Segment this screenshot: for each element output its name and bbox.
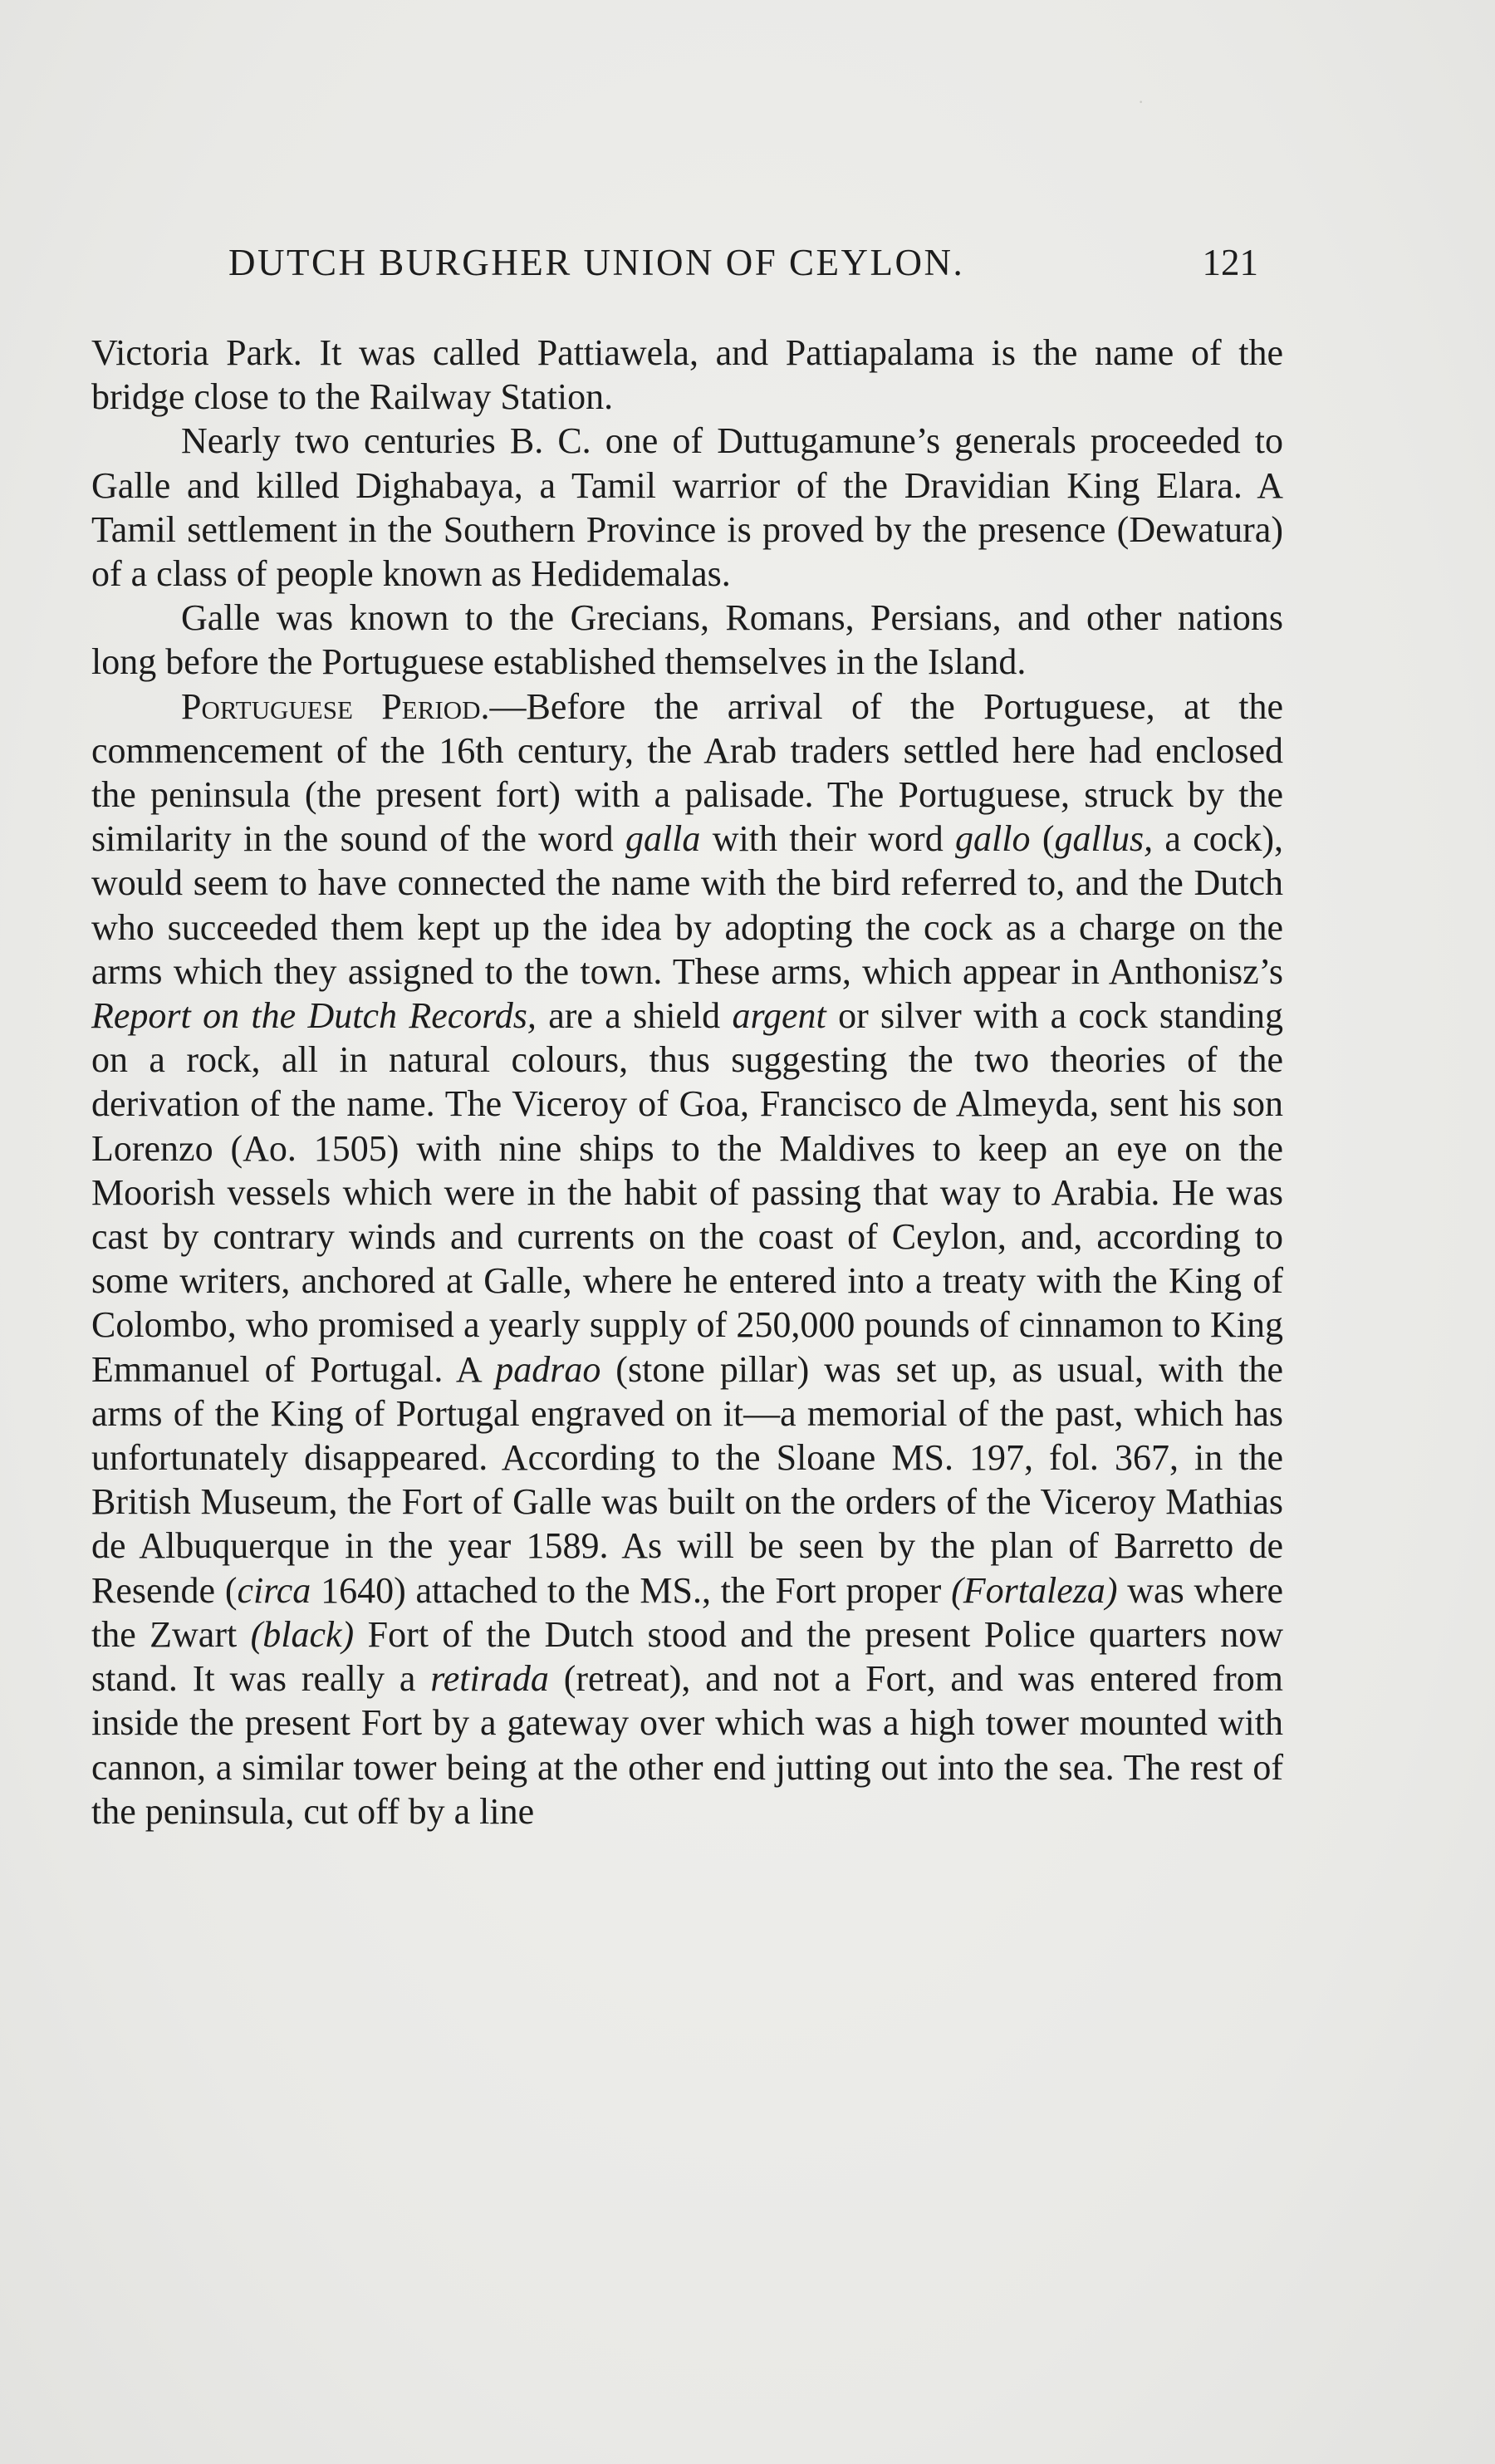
italic-term: retirada (430, 1658, 549, 1700)
paragraph-4 (91, 685, 1283, 1833)
running-title: DUTCH BURGHER UNION OF CEYLON. (228, 242, 965, 283)
italic-term: padrao (495, 1348, 601, 1390)
text-run: (retreat), and not a Fort, and was entered from inside the present Fort by a gateway over which was a high tower mounted with cannon, a similar tower being at the other end jutting out into the sea. The rest of the peninsula, cut off by a line (91, 1658, 1283, 1832)
body-text (91, 331, 1283, 1833)
text-run: a cock), would seem to have connected the name with the bird referred to, and the Dutch who succeeded them kept up the idea by adopting the cock as a charge on the arms which they assigned to the town. These arms, which appear in Anthonisz’s (91, 818, 1283, 992)
text-run: are a shield (536, 995, 733, 1037)
italic-title: Report on the Dutch Records, (91, 995, 537, 1037)
page-blemish: · (1138, 91, 1145, 112)
italic-term: circa (237, 1569, 311, 1611)
italic-term: (black) (250, 1613, 355, 1655)
italic-term: argent (732, 995, 826, 1037)
paragraph-3: Galle was known to the Grecians, Romans, Persians, and other nations long before the Portuguese established themselves in the Island. (91, 597, 1283, 683)
italic-term: gallo (955, 818, 1031, 860)
paragraph-1: Victoria Park. It was called Pattiawela, and Pattiapalama is the name of the bridge close to the Railway Station. (91, 332, 1283, 418)
italic-term: (Fortaleza) (951, 1569, 1118, 1611)
text-run: or silver with a cock standing on a rock, all in natural colours, thus suggesting the two theories of the derivation of the name. The Viceroy of Goa, Francisco de Almeyda, sent his son Lorenzo (Ao. 1505) with nine ships to the Maldives to keep an eye on the Moorish vessels which were in the habit of passing that way to Arabia. He was cast by contrary winds and currents on the coast of Ceylon, and, according to some writers, anchored at Galle, where he entered into a treaty with the King of Colombo, who promised a yearly supply of 250,000 pounds of cinnamon to King Emmanuel of Portugal. A (91, 995, 1283, 1390)
text-run: was where the Zwart (91, 1569, 1283, 1655)
page-number: 121 (1202, 242, 1258, 283)
text-run: Fort of the Dutch stood and the present Police quarters now stand. It was really a (91, 1613, 1284, 1700)
text-run: —Before the arrival of the Portuguese, at the commencement of the 16th century, the Arab traders settled here had enclosed the peninsula (the present fort) with a palisade. The Portuguese, struck by the similarity in the sound of the word (91, 685, 1283, 860)
text-run: ( (1030, 818, 1055, 860)
paragraph-2: Nearly two centuries B. C. one of Duttugamune’s generals proceeded to Galle and killed Dighabaya, a Tamil warrior of the Dravidian King Elara. A Tamil settlement in the Southern Province is proved by the presence (Dewatura) of a class of people known as Hedidemalas. (91, 420, 1283, 595)
italic-term: galla (625, 818, 701, 860)
page-header (228, 241, 1258, 299)
italic-term: gallus, (1054, 818, 1154, 860)
text-run: 1640) attached to the MS., the Fort proper (311, 1569, 952, 1611)
section-heading: Portuguese Period. (181, 685, 490, 727)
text-run: with their word (700, 818, 956, 860)
text-run: (stone pillar) was set up, as usual, with the arms of the King of Portugal engraved on it—a memorial of the past, which has unfortunately disappeared. According to the Sloane MS. 197, fol. 367, in the British Museum, the Fort of Galle was built on the orders of the Viceroy Mathias de Albuquerque in the year 1589. As will be seen by the plan of Barretto de Resende ( (91, 1348, 1283, 1611)
